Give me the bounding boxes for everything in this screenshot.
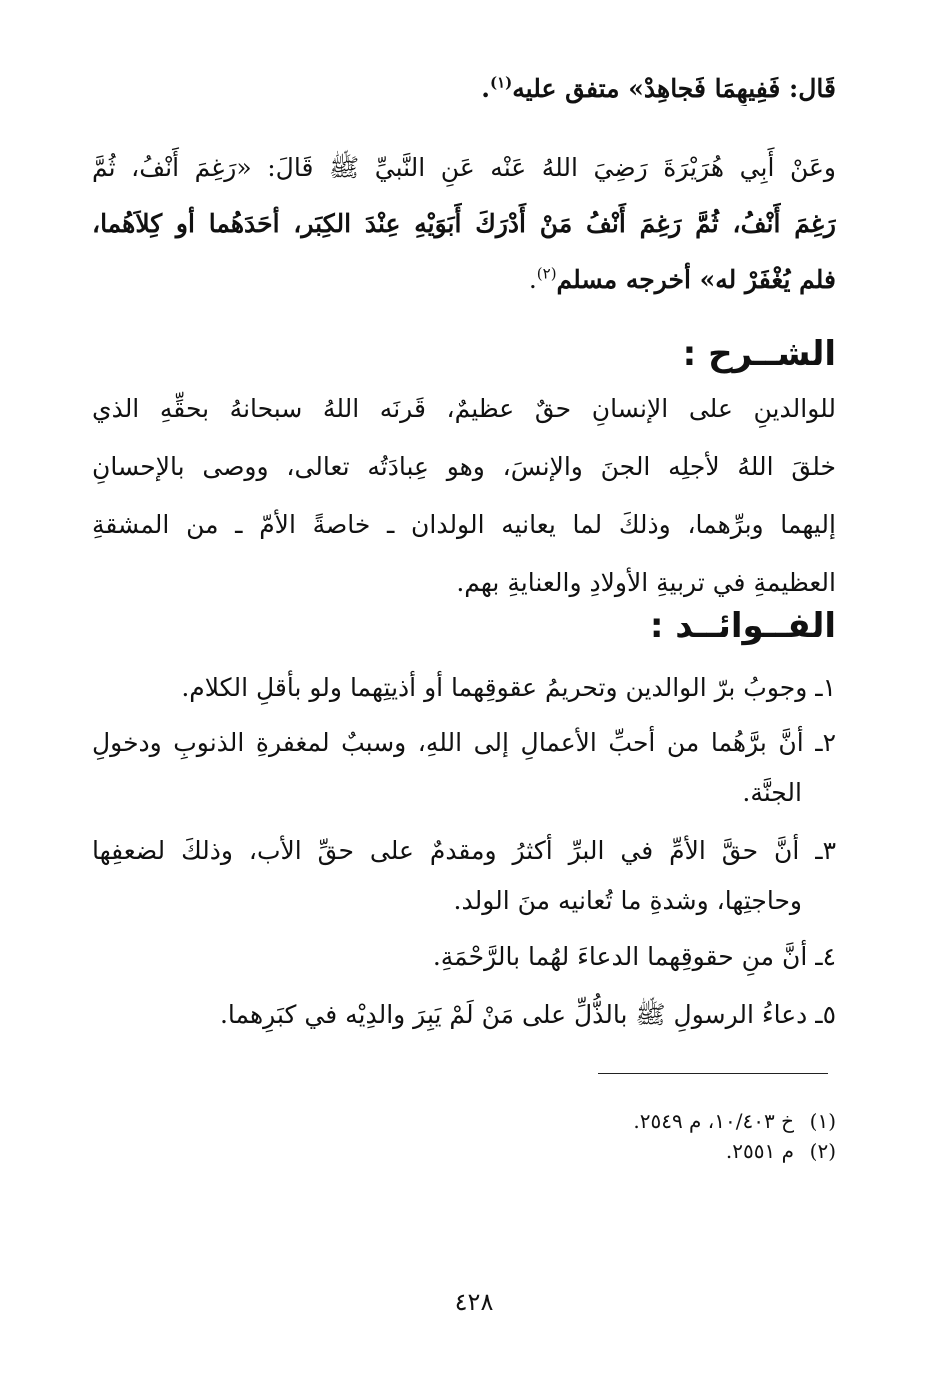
sharh-line-2: خلقَ اللهُ لأجلِه الجنَ والإنسَ، وهو عِبادَتُه تعالى، ووصى بالإحسانِ <box>92 452 836 481</box>
hadith-text <box>92 72 836 106</box>
sharh-line-4: العظيمةِ في تربيةِ الأولادِ والعنايةِ بهم. <box>456 568 836 597</box>
footnote-1 <box>92 1106 836 1136</box>
fawaid-item-3-line-2: وحاجتِها، وشدةِ ما تُعانيه منَ الولد. <box>453 886 802 915</box>
footnote-ref-1: (١) <box>490 73 513 92</box>
fawaid-item-5: ٥ـ دعاءُ الرسولِ ﷺ بالذُّلِّ على مَنْ لَمْ يَبِرَ والدِيْه في كبَرِهما. <box>219 1000 836 1029</box>
fawaid-item-4-wrap <box>92 932 836 982</box>
fawaid-item-4: ٤ـ أنَّ منِ حقوقِهما الدعاءَ لهُما بالرَّحْمَةِ. <box>432 942 836 971</box>
fawaid-item-5-wrap <box>92 990 836 1040</box>
hadith-p2-line-3-end: . <box>528 265 537 294</box>
page-number: ٤٢٨ <box>454 1288 494 1316</box>
hadith-line-1 <box>92 72 836 106</box>
footnote-2-number: (٢) <box>809 1139 836 1163</box>
fawaid-item-1: ١ـ وجوبُ برّ الوالدين وتحريمُ عقوقِهما أو أذيتِهما ولو بأقلِ الكلام. <box>181 673 836 702</box>
footnote-2 <box>92 1136 836 1166</box>
sharh-heading: الشــرح : <box>682 334 836 374</box>
sharh-line-1: للوالدينِ على الإنسانِ حقٌ عظيمٌ، قَرنَه اللهُ سبحانهُ بحقِّهِ الذي <box>92 394 836 423</box>
hadith-p2-line-2: رَغِمَ أَنْفُ، ثُمَّ رَغِمَ أَنْفُ مَنْ أَدْرَكَ أَبَوَيْهِ عِنْدَ الكِبَر، أحَدَهُما أو كِلاَهُما، <box>92 209 836 238</box>
footnote-1-text: خ ١٠/٤٠٣، م ٢٥٤٩. <box>633 1109 794 1133</box>
footnote-ref-2: (٢) <box>536 264 557 283</box>
hadith-p2-line-1: وعَنْ أَبِي هُرَيْرَةَ رَضِيَ اللهُ عَنْه عَنِ النَّبيِّ ﷺ قَالَ: «رَغِمَ أَنْفُ، ثُمَّ <box>92 153 836 182</box>
hadith-line-1-end: . <box>481 74 490 103</box>
fawaid-item-3-line-1: ٣ـ أنَّ حقَّ الأمِّ في البرِّ أكثرُ ومقدمٌ على حقِّ الأب، وذلكَ لضعفِها <box>92 836 836 865</box>
fawaid-item-2 <box>92 718 836 818</box>
fawaid-list <box>92 660 836 716</box>
footnote-divider <box>598 1073 828 1074</box>
hadith-line-1-text: قَال: فَفِيهِمَا فَجاهِدْ» متفق عليه <box>512 74 836 103</box>
fawaid-heading: الفــوائــد : <box>649 606 836 646</box>
hadith-p2-line-3 <box>92 252 836 308</box>
footnotes <box>92 1106 836 1166</box>
fawaid-item-3 <box>92 826 836 926</box>
fawaid-item-2-line-2: الجنَّة. <box>742 778 802 807</box>
footnote-1-number: (١) <box>809 1109 836 1133</box>
sharh-paragraph <box>92 380 836 612</box>
fawaid-item-2-line-1: ٢ـ أنَّ برَّهُما من أحبِّ الأعمالِ إلى اللهِ، وسببٌ لمغفرةِ الذنوبِ ودخولِ <box>92 728 836 757</box>
hadith-paragraph-2 <box>92 140 836 308</box>
sharh-line-3: إليهما وبرِّهما، وذلكَ لما يعانيه الولدان ـ خاصةً الأمّ ـ من المشقةِ <box>92 510 836 539</box>
hadith-p2-line-3-text: فلم يُغْفَرْ له» أخرجه مسلم <box>556 265 836 294</box>
footnote-2-text: م ٢٥٥١. <box>725 1139 794 1163</box>
